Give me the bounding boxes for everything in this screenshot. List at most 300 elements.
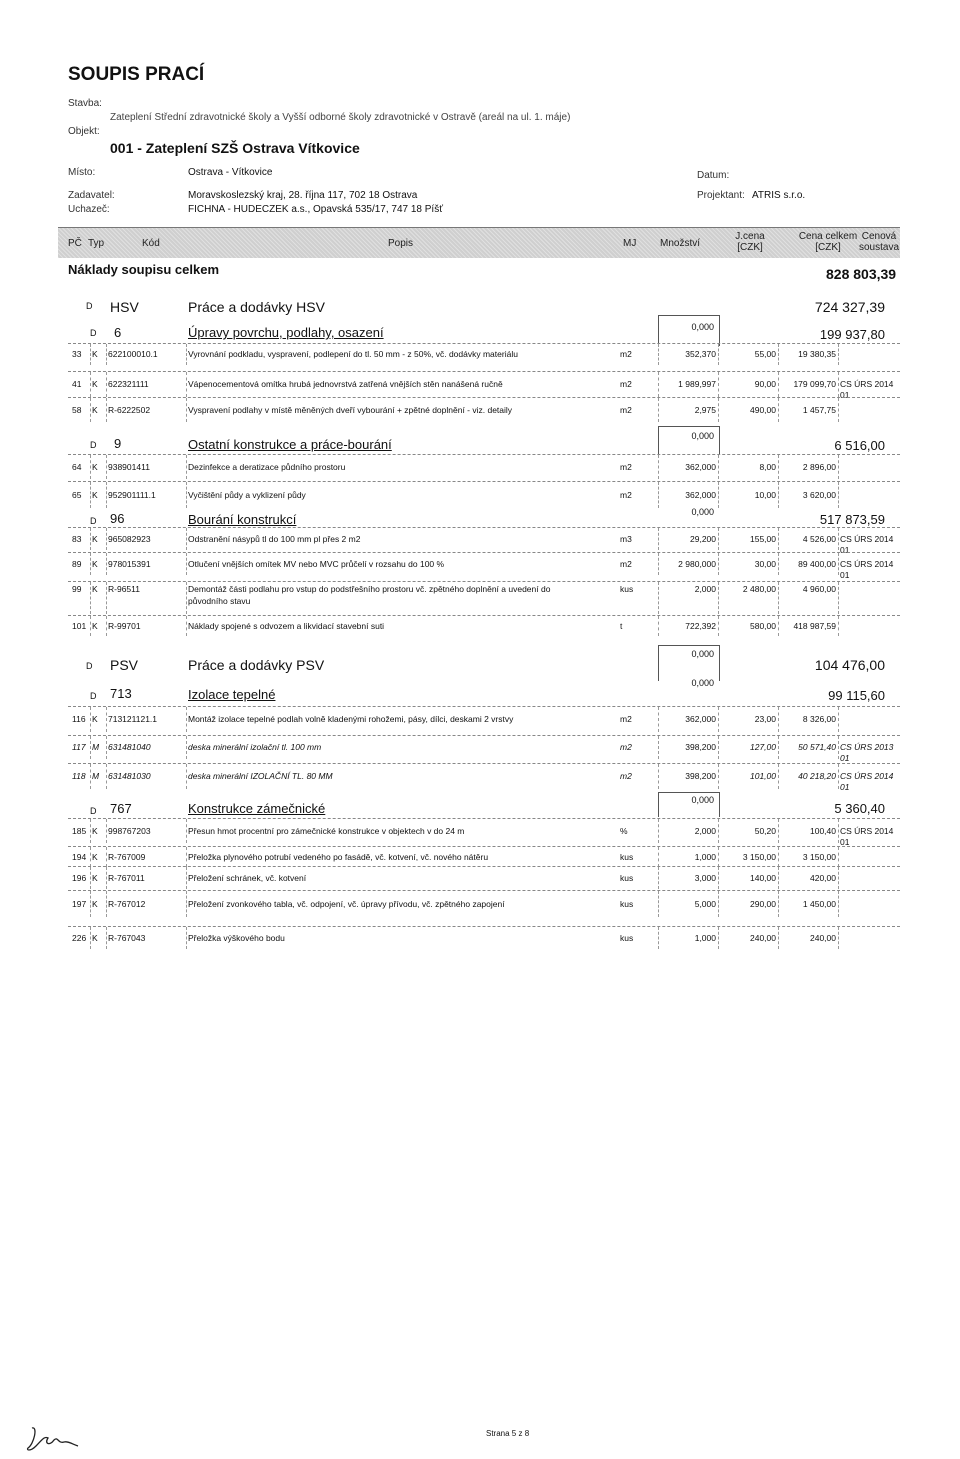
cell-mj: m2 xyxy=(620,714,632,724)
column-divider xyxy=(658,707,659,732)
cell-jcena: 2 480,00 xyxy=(742,584,776,594)
column-divider xyxy=(838,616,839,636)
cell-qty: 2,975 xyxy=(694,404,716,415)
cell-mj: kus xyxy=(620,932,634,943)
cell-celkem: 420,00 xyxy=(810,872,836,883)
column-divider xyxy=(718,707,719,732)
column-divider xyxy=(838,528,839,550)
section-name: Práce a dodávky HSV xyxy=(188,299,325,315)
cell-jcena: 155,00 xyxy=(750,533,776,544)
table-row xyxy=(68,615,900,636)
column-divider xyxy=(658,455,659,479)
section-total: 6 516,00 xyxy=(834,438,885,453)
cell-mj: m2 xyxy=(620,404,632,415)
cell-soustava: CS ÚRS 2014 01 xyxy=(840,558,894,580)
cell-popis: Demontáž části podlahu pro vstup do podstřešního prostoru vč. zpětného doplnění a uvedení do xyxy=(188,584,551,594)
column-divider xyxy=(778,372,779,397)
datum-label: Datum: xyxy=(697,170,730,181)
column-divider xyxy=(106,553,107,575)
col-soustava-label: Cenová xyxy=(861,231,897,242)
column-divider xyxy=(186,616,187,636)
cell-popis: Náklady spojené s odvozem a likvidací stavební suti xyxy=(188,620,385,631)
cell-celkem: 8 326,00 xyxy=(802,714,836,724)
cell-celkem: 240,00 xyxy=(810,932,836,943)
column-divider xyxy=(90,582,91,614)
column-divider xyxy=(838,455,839,479)
cell-mj: m3 xyxy=(620,533,632,544)
cell-typ: K xyxy=(92,379,98,389)
column-divider xyxy=(838,482,839,508)
table-row xyxy=(68,706,900,732)
cell-mj: m2 xyxy=(620,379,632,389)
cell-celkem: 418 987,59 xyxy=(793,620,836,631)
column-divider xyxy=(718,455,719,479)
section-type: D xyxy=(90,440,97,450)
cell-kod: 622321111 xyxy=(108,379,149,389)
cell-celkem: 3 150,00 xyxy=(802,851,836,862)
zadavatel-label: Zadavatel: xyxy=(68,190,115,201)
cell-celkem: 179 099,70 xyxy=(793,379,836,389)
column-divider xyxy=(838,344,839,365)
objekt-value: 001 - Zateplení SZŠ Ostrava Vítkovice xyxy=(110,140,360,156)
cell-popis: Montáž izolace tepelné podlah volně kladenými rohožemi, pásy, dílci, deskami 2 vrstvy xyxy=(188,714,514,724)
cell-popis: Vyspravení podlahy v místě měněných dveří vybourání + zpětné doplnění - viz. detaily xyxy=(188,404,513,415)
cell-qty: 2,000 xyxy=(694,584,716,594)
cell-celkem: 100,40 xyxy=(810,825,836,836)
column-divider xyxy=(90,344,91,365)
cell-popis: deska minerální IZOLAČNÍ TL. 80 MM xyxy=(188,771,333,781)
section-type: D xyxy=(86,661,93,671)
table-row xyxy=(68,763,900,792)
cell-pc: 118 xyxy=(72,771,86,781)
uchazec-value: FICHNA - HUDECZEK a.s., Opavská 535/17, 747 18 Píšť xyxy=(188,204,443,215)
cell-mj: kus xyxy=(620,898,634,909)
section-total: 5 360,40 xyxy=(834,801,885,816)
section-total: 199 937,80 xyxy=(819,327,885,342)
section-code: PSV xyxy=(110,657,139,673)
column-divider xyxy=(658,616,659,636)
cell-pc: 196 xyxy=(72,872,87,883)
section-code: 96 xyxy=(110,511,125,526)
section-type: D xyxy=(86,301,93,311)
column-divider xyxy=(778,927,779,949)
cell-pc: 41 xyxy=(72,379,82,389)
column-divider xyxy=(838,891,839,917)
projektant-label: Projektant: xyxy=(697,190,745,201)
cell-pc: 226 xyxy=(72,932,87,943)
cell-typ: K xyxy=(92,898,98,909)
column-divider xyxy=(838,867,839,889)
cell-typ: K xyxy=(92,851,98,862)
cell-kod: 938901411 xyxy=(108,461,150,472)
column-divider xyxy=(90,847,91,867)
column-divider xyxy=(838,372,839,397)
column-divider xyxy=(186,482,187,508)
cell-jcena: 490,00 xyxy=(750,404,776,415)
column-divider xyxy=(718,372,719,397)
cell-qty: 29,200 xyxy=(690,533,716,544)
cell-celkem: 40 218,20 xyxy=(798,771,836,781)
col-kod: Kód xyxy=(142,238,160,249)
column-divider xyxy=(106,847,107,867)
cell-pc: 197 xyxy=(72,898,87,909)
table-row xyxy=(68,866,900,889)
cell-mj: t xyxy=(620,620,623,631)
column-divider xyxy=(718,736,719,759)
cell-celkem: 89 400,00 xyxy=(798,558,836,569)
cell-kod: R-767012 xyxy=(108,898,146,909)
section-qty: 0,000 xyxy=(691,322,714,332)
section-code: 713 xyxy=(110,686,132,701)
column-divider xyxy=(658,344,659,365)
cell-celkem: 3 620,00 xyxy=(802,489,836,500)
cell-jcena: 55,00 xyxy=(754,349,776,359)
column-divider xyxy=(90,616,91,636)
column-divider xyxy=(658,764,659,789)
column-divider xyxy=(718,553,719,575)
cell-qty: 362,000 xyxy=(685,489,716,500)
column-divider xyxy=(718,847,719,867)
col-jcena-label: J.cena xyxy=(735,231,765,242)
table-row xyxy=(68,890,900,917)
column-divider xyxy=(658,847,659,867)
column-divider xyxy=(718,616,719,636)
column-divider xyxy=(106,867,107,889)
cell-kod: 622100010.1 xyxy=(108,349,158,359)
cell-jcena: 3 150,00 xyxy=(742,851,776,862)
column-divider xyxy=(778,582,779,614)
column-divider xyxy=(186,927,187,949)
section-code: 9 xyxy=(114,436,122,451)
cell-typ: M xyxy=(92,771,100,781)
column-divider xyxy=(106,616,107,636)
section-total: 724 327,39 xyxy=(814,299,885,315)
col-pc: PČ xyxy=(68,238,82,249)
cell-kod: 713121121.1 xyxy=(108,714,158,724)
column-divider xyxy=(186,707,187,732)
col-mnozstvi: Množství xyxy=(660,238,701,249)
cell-popis: Přeložení zvonkového tabla, vč. odpojení, vč. úpravy přívodu, vč. zpětného zapojení xyxy=(188,898,505,909)
column-divider xyxy=(186,582,187,614)
column-divider xyxy=(838,707,839,732)
section-qty: 0,000 xyxy=(691,649,714,659)
column-divider xyxy=(186,553,187,575)
column-divider xyxy=(838,553,839,575)
column-divider xyxy=(90,927,91,949)
cell-jcena: 10,00 xyxy=(754,489,776,500)
cell-celkem: 1 457,75 xyxy=(802,404,836,415)
cell-qty: 2,000 xyxy=(694,825,716,836)
section-name: Konstrukce zámečnické xyxy=(188,801,326,816)
cell-typ: K xyxy=(92,620,98,631)
table-row xyxy=(68,343,900,365)
cell-qty: 1,000 xyxy=(694,932,716,943)
column-divider xyxy=(106,764,107,789)
cell-pc: 185 xyxy=(72,825,87,836)
column-divider xyxy=(838,819,839,843)
stavba-value: Zateplení Střední zdravotnické školy a Vyšší odborné školy zdravotnické v Ostravě (areál na ul. 1. máje) xyxy=(110,112,571,123)
cell-qty: 398,200 xyxy=(685,771,716,781)
table-row xyxy=(68,846,900,867)
cell-pc: 83 xyxy=(72,533,82,544)
column-divider xyxy=(90,707,91,732)
table-header xyxy=(58,227,900,258)
section-qty: 0,000 xyxy=(691,431,714,441)
column-divider xyxy=(718,528,719,550)
column-divider xyxy=(838,398,839,422)
cell-kod: R-767011 xyxy=(108,872,145,883)
cell-popis: Přeložka výškového bodu xyxy=(188,932,285,943)
cell-soustava: CS ÚRS 2014 01 xyxy=(840,771,894,792)
column-divider xyxy=(658,927,659,949)
column-divider xyxy=(658,528,659,550)
col-soustava xyxy=(858,231,900,253)
cell-mj: % xyxy=(620,825,628,836)
section-name: Bourání konstrukcí xyxy=(188,512,297,527)
cell-popis: Přeložka plynového potrubí vedeného po fasádě, vč. kotvení, vč. nového nátěru xyxy=(188,851,489,862)
stavba-label: Stavba: xyxy=(68,98,102,109)
cell-kod: 631481040 xyxy=(108,742,151,752)
section-total: 99 115,60 xyxy=(828,688,885,703)
cell-jcena: 290,00 xyxy=(750,898,776,909)
column-divider xyxy=(186,891,187,917)
section-qty: 0,000 xyxy=(691,507,714,517)
table-row xyxy=(68,397,900,422)
cell-typ: K xyxy=(92,584,98,594)
section-code: 767 xyxy=(110,801,132,816)
page-footer: Strana 5 z 8 xyxy=(486,1429,530,1438)
table-row xyxy=(68,454,900,479)
cell-popis: Vyrovnání podkladu, vyspravení, podlepení do tl. 50 mm - z 50%, vč. dodávky materiálu xyxy=(188,349,518,359)
column-divider xyxy=(106,927,107,949)
section-code: 6 xyxy=(114,325,122,340)
column-divider xyxy=(106,582,107,614)
col-celkem-unit: [CZK] xyxy=(815,242,841,253)
column-divider xyxy=(186,736,187,759)
column-divider xyxy=(658,553,659,575)
cell-kod: R-767043 xyxy=(108,932,146,943)
cell-mj: m2 xyxy=(620,461,632,472)
column-divider xyxy=(718,344,719,365)
table-row xyxy=(68,552,900,580)
column-divider xyxy=(106,819,107,843)
col-jcena xyxy=(730,231,770,253)
cell-mj: kus xyxy=(620,584,634,594)
column-divider xyxy=(658,372,659,397)
column-divider xyxy=(90,867,91,889)
column-divider xyxy=(186,819,187,843)
column-divider xyxy=(106,707,107,732)
table-row xyxy=(68,735,900,763)
column-divider xyxy=(106,398,107,422)
section-qty: 0,000 xyxy=(691,795,714,805)
section-total: 104 476,00 xyxy=(814,657,885,673)
column-divider xyxy=(186,372,187,397)
column-divider xyxy=(106,455,107,479)
column-divider xyxy=(778,344,779,365)
table-row xyxy=(68,926,900,949)
column-divider xyxy=(186,528,187,550)
col-celkem xyxy=(793,231,863,253)
column-divider xyxy=(838,582,839,614)
cell-kod: 952901111.1 xyxy=(108,489,156,500)
column-divider xyxy=(186,398,187,422)
column-divider xyxy=(838,927,839,949)
cell-typ: K xyxy=(92,558,98,569)
column-divider xyxy=(838,764,839,789)
column-divider xyxy=(838,736,839,759)
table-row xyxy=(68,481,900,508)
cell-typ: K xyxy=(92,461,98,472)
column-divider xyxy=(658,891,659,917)
cell-qty: 5,000 xyxy=(694,898,716,909)
cell-kod: 978015391 xyxy=(108,558,151,569)
column-divider xyxy=(718,927,719,949)
column-divider xyxy=(778,764,779,789)
signature-icon xyxy=(24,1424,84,1454)
table-row xyxy=(68,371,900,400)
section-type: D xyxy=(90,516,97,526)
column-divider xyxy=(658,398,659,422)
cell-qty: 352,370 xyxy=(685,349,716,359)
section-qty: 0,000 xyxy=(691,678,714,688)
column-divider xyxy=(90,764,91,789)
cell-celkem: 4 960,00 xyxy=(802,584,836,594)
cell-celkem: 1 450,00 xyxy=(802,898,836,909)
cell-typ: K xyxy=(92,825,98,836)
column-divider xyxy=(778,553,779,575)
cell-pc: 33 xyxy=(72,349,82,359)
cell-pc: 99 xyxy=(72,584,82,594)
cell-soustava: CS ÚRS 2014 01 xyxy=(840,379,894,400)
cell-jcena: 90,00 xyxy=(754,379,776,389)
column-divider xyxy=(186,455,187,479)
total-value: 828 803,39 xyxy=(826,266,897,282)
column-divider xyxy=(90,482,91,508)
column-divider xyxy=(718,398,719,422)
table-row xyxy=(68,818,900,847)
cell-mj: m2 xyxy=(620,349,632,359)
cell-jcena: 140,00 xyxy=(750,872,776,883)
cell-kod: R-96511 xyxy=(108,584,140,594)
column-divider xyxy=(778,847,779,867)
cell-jcena: 580,00 xyxy=(750,620,776,631)
cell-popis: Dezinfekce a deratizace půdního prostoru xyxy=(188,461,346,472)
cell-jcena: 127,00 xyxy=(750,742,776,752)
column-divider xyxy=(186,847,187,867)
column-divider xyxy=(778,455,779,479)
cell-typ: K xyxy=(92,404,98,415)
column-divider xyxy=(718,764,719,789)
col-celkem-label: Cena celkem xyxy=(798,231,858,242)
cell-popis: Vápenocementová omítka hrubá jednovrstvá zatřená vnějších stěn nanášená ručně xyxy=(188,379,503,389)
column-divider xyxy=(778,616,779,636)
column-divider xyxy=(778,736,779,759)
uchazec-label: Uchazeč: xyxy=(68,204,110,215)
column-divider xyxy=(90,455,91,479)
column-divider xyxy=(186,867,187,889)
col-typ: Typ xyxy=(88,238,105,249)
total-label: Náklady soupisu celkem xyxy=(68,262,220,277)
cell-kod: 965082923 xyxy=(108,533,151,544)
cell-kod: R-6222502 xyxy=(108,404,151,415)
column-divider xyxy=(778,528,779,550)
cell-qty: 722,392 xyxy=(685,620,716,631)
column-divider xyxy=(658,736,659,759)
column-divider xyxy=(718,819,719,843)
column-divider xyxy=(778,482,779,508)
column-divider xyxy=(106,482,107,508)
cell-kod: R-99701 xyxy=(108,620,141,631)
col-popis: Popis xyxy=(388,238,414,249)
column-divider xyxy=(106,891,107,917)
section-type: D xyxy=(90,806,97,816)
column-divider xyxy=(90,398,91,422)
cell-popis: Odstranění násypů tl do 100 mm pl přes 2 m2 xyxy=(188,533,361,544)
cell-typ: K xyxy=(92,349,98,359)
column-divider xyxy=(658,819,659,843)
cell-mj: kus xyxy=(620,872,634,883)
projektant-value: ATRIS s.r.o. xyxy=(752,190,806,201)
cell-typ: K xyxy=(92,533,98,544)
column-divider xyxy=(778,891,779,917)
cell-qty: 1,000 xyxy=(694,851,716,862)
column-divider xyxy=(718,891,719,917)
cell-jcena: 8,00 xyxy=(759,461,776,472)
column-divider xyxy=(778,867,779,889)
section-name: Práce a dodávky PSV xyxy=(188,657,325,673)
cell-celkem: 2 896,00 xyxy=(802,461,836,472)
section-code: HSV xyxy=(110,299,139,315)
column-divider xyxy=(718,867,719,889)
cell-kod: 631481030 xyxy=(108,771,151,781)
cell-pc: 117 xyxy=(72,742,86,752)
section-total: 517 873,59 xyxy=(819,512,885,527)
cell-typ: K xyxy=(92,932,98,943)
cell-pc: 65 xyxy=(72,489,82,500)
column-divider xyxy=(90,891,91,917)
cell-jcena: 101,00 xyxy=(750,771,776,781)
cell-jcena: 50,20 xyxy=(754,825,776,836)
cell-qty: 3,000 xyxy=(694,872,716,883)
column-divider xyxy=(658,582,659,614)
cell-popis: Přesun hmot procentní pro zámečnické konstrukce v objektech v do 24 m xyxy=(188,825,465,836)
column-divider xyxy=(90,528,91,550)
section-type: D xyxy=(90,328,97,338)
cell-pc: 89 xyxy=(72,558,82,569)
page-title: SOUPIS PRACÍ xyxy=(68,64,205,85)
column-divider xyxy=(106,528,107,550)
cell-pc: 116 xyxy=(72,714,86,724)
cell-typ: K xyxy=(92,489,98,500)
cell-mj: kus xyxy=(620,851,634,862)
cell-qty: 362,000 xyxy=(685,461,716,472)
cell-typ: K xyxy=(92,714,98,724)
objekt-label: Objekt: xyxy=(68,126,100,137)
cell-mj: m2 xyxy=(620,489,632,500)
table-row xyxy=(68,527,900,555)
cell-popis: Vyčištění půdy a vyklizení půdy xyxy=(188,489,306,500)
table-row xyxy=(68,581,900,614)
column-divider xyxy=(658,867,659,889)
column-divider xyxy=(90,736,91,759)
cell-popis: Otlučení vnějších omítek MV nebo MVC průčelí v rozsahu do 100 % xyxy=(188,558,445,569)
section-name: Ostatní konstrukce a práce-bourání xyxy=(188,437,392,452)
zadavatel-value: Moravskoslezský kraj, 28. října 117, 702 18 Ostrava xyxy=(188,190,418,201)
misto-value: Ostrava - Vítkovice xyxy=(188,167,273,178)
cell-pc: 101 xyxy=(72,620,87,631)
cell-mj: m2 xyxy=(620,742,632,752)
